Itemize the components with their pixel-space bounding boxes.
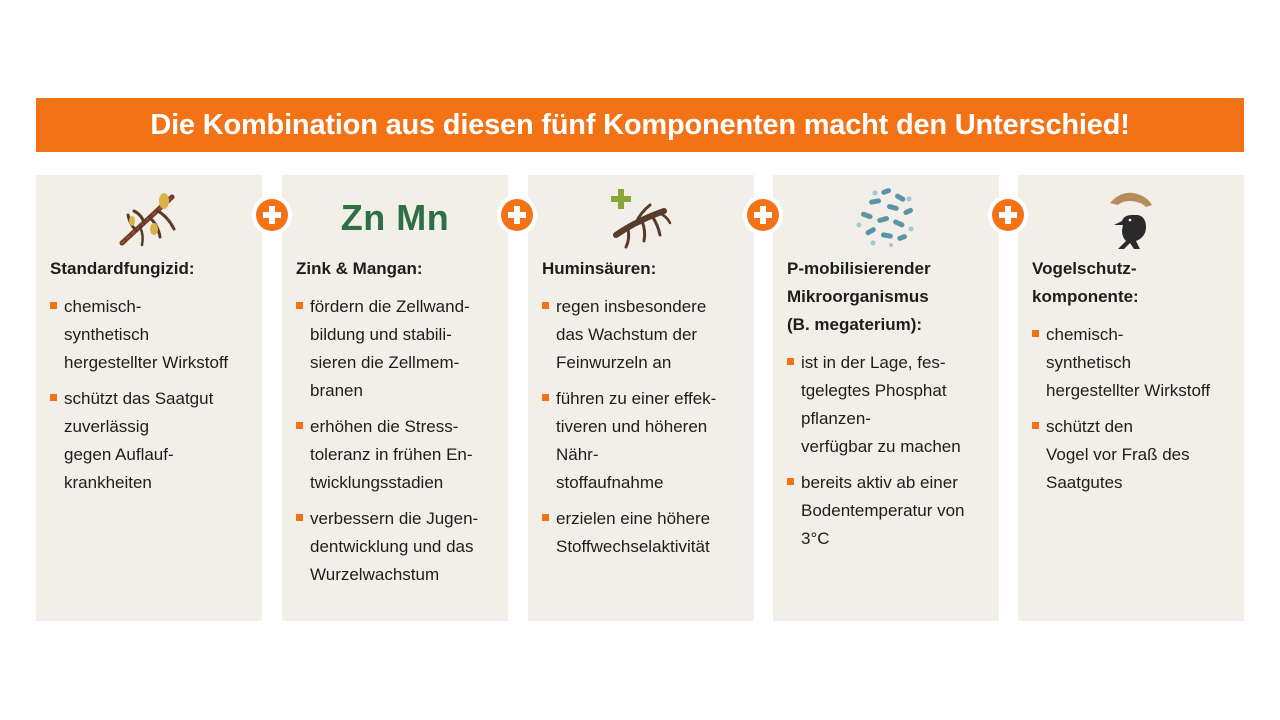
root-plus-icon	[528, 183, 754, 253]
list-item: bereits aktiv ab einer Bodentemperatur von 3°C	[787, 469, 991, 553]
card-vogelschutz	[1018, 175, 1244, 621]
microorganism-icon	[773, 183, 999, 253]
card-standardfungizid	[36, 175, 262, 621]
card-title: Huminsäuren:	[542, 259, 657, 278]
title-banner	[36, 98, 1244, 152]
zn-mn-symbol	[282, 183, 508, 253]
list-item: chemisch- synthetisch hergestellter Wirkstoff	[50, 293, 254, 377]
list-item: verbessern die Jugen- dentwicklung und das Wurzelwachstum	[296, 505, 500, 589]
plus-icon	[497, 195, 537, 235]
banner-title: Die Kombination aus diesen fünf Komponenten macht den Unterschied!	[150, 108, 1130, 141]
card-mikroorganismus	[773, 175, 999, 621]
list-item: erzielen eine höhere Stoffwechselaktivität	[542, 505, 746, 561]
list-item: schützt den Vogel vor Fraß des Saatgutes	[1032, 413, 1236, 497]
list-item: schützt das Saatgut zuverlässig gegen Auflauf- krankheiten	[50, 385, 254, 497]
zn-mn-label: Zn Mn	[340, 197, 450, 238]
card-huminsaeuren	[528, 175, 754, 621]
list-item: chemisch- synthetisch hergestellter Wirkstoff	[1032, 321, 1236, 405]
list-item: ist in der Lage, fes- tgelegtes Phosphat pflanzen- verfügbar zu machen	[787, 349, 991, 461]
bird-protection-icon	[1018, 183, 1244, 253]
plus-icon	[988, 195, 1028, 235]
list-item: fördern die Zellwand- bildung und stabili- sieren die Zellmem- branen	[296, 293, 500, 405]
card-zink-mangan	[282, 175, 508, 621]
list-item: führen zu einer effek- tiveren und höheren Nähr- stoffaufnahme	[542, 385, 746, 497]
card-title: Standardfungizid:	[50, 259, 195, 278]
card-title: P-mobilisierender Mikroorganismus (B. megaterium):	[787, 259, 931, 334]
plus-icon	[252, 195, 292, 235]
list-item: erhöhen die Stress- toleranz in frühen En- twicklungsstadien	[296, 413, 500, 497]
root-with-fungus-icon	[36, 183, 262, 253]
plus-icon	[743, 195, 783, 235]
card-title: Vogelschutz- komponente:	[1032, 259, 1139, 306]
list-item: regen insbesondere das Wachstum der Feinwurzeln an	[542, 293, 746, 377]
card-title: Zink & Mangan:	[296, 259, 423, 278]
